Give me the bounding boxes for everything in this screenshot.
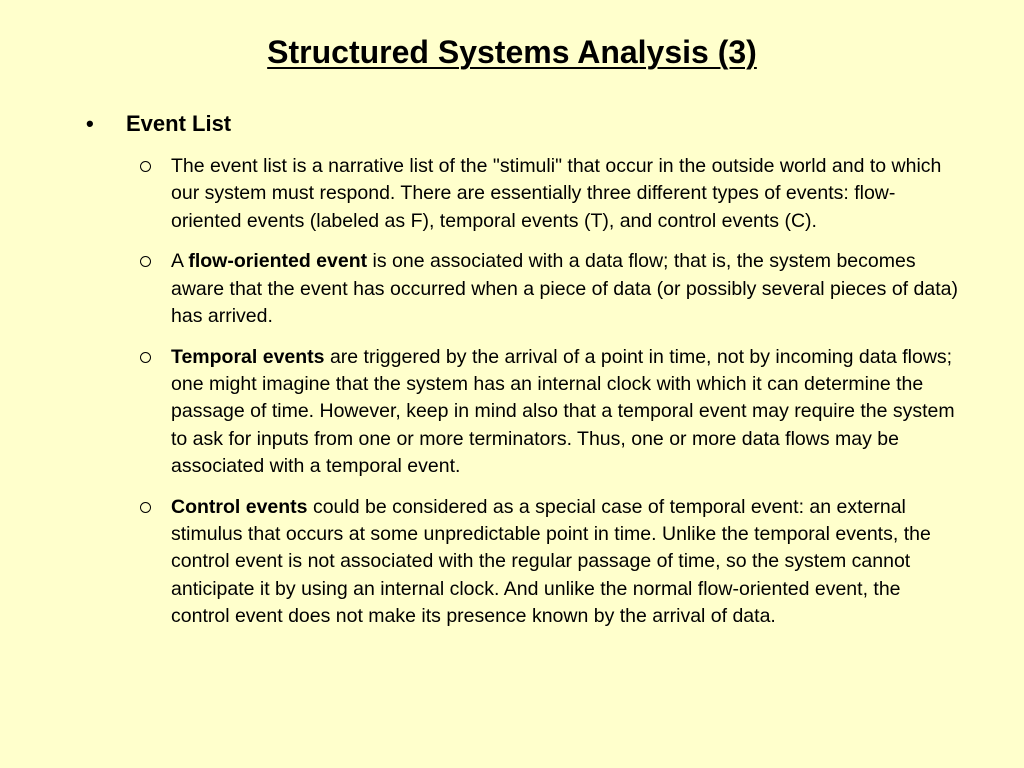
item-bold-term: Temporal events — [171, 345, 325, 368]
circle-bullet-icon — [140, 161, 151, 172]
item-lead-text: A — [171, 250, 189, 273]
circle-bullet-icon — [140, 502, 151, 513]
circle-bullet-icon — [140, 256, 151, 267]
item-bold-term: flow-oriented event — [188, 250, 368, 273]
item-text: is one associated with a data flow; that is, the system becomes aware that the event has occurred when a piece of data (or possibly several pieces of data) has arrived. — [171, 250, 958, 327]
list-item — [138, 248, 958, 330]
list-item — [138, 494, 958, 630]
slide-title: Structured Systems Analysis (3) — [267, 34, 757, 70]
bullet-icon: • — [86, 111, 94, 136]
list-item — [138, 153, 958, 235]
event-list-items — [138, 153, 958, 644]
item-bold-term: Control events — [171, 495, 308, 518]
item-text: The event list is a narrative list of the "stimuli" that occur in the outside world and to which our system must respond. There are essentially three different types of events: flow-oriented events (labeled as F), temporal events (T), and control events (C). — [171, 155, 942, 232]
circle-bullet-icon — [140, 352, 151, 363]
item-text: could be considered as a special case of temporal event: an external stimulus that occurs at some unpredictable point in time. Unlike the temporal events, the control event is not associated with the regular passage of time, so the system cannot anticipate it by using an internal clock. And unlike the normal flow-oriented event, the control event does not make its presence known by the arrival of data. — [171, 495, 931, 627]
section-heading: Event List — [126, 111, 232, 136]
list-item — [138, 344, 958, 480]
item-text: are triggered by the arrival of a point in time, not by incoming data flows; one might imagine that the system has an internal clock with which it can determine the passage of time. However, keep in mind also that a temporal event may require the system to ask for inputs from one or more terminators. Thus, one or more data flows may be associated with a temporal event. — [171, 345, 955, 477]
